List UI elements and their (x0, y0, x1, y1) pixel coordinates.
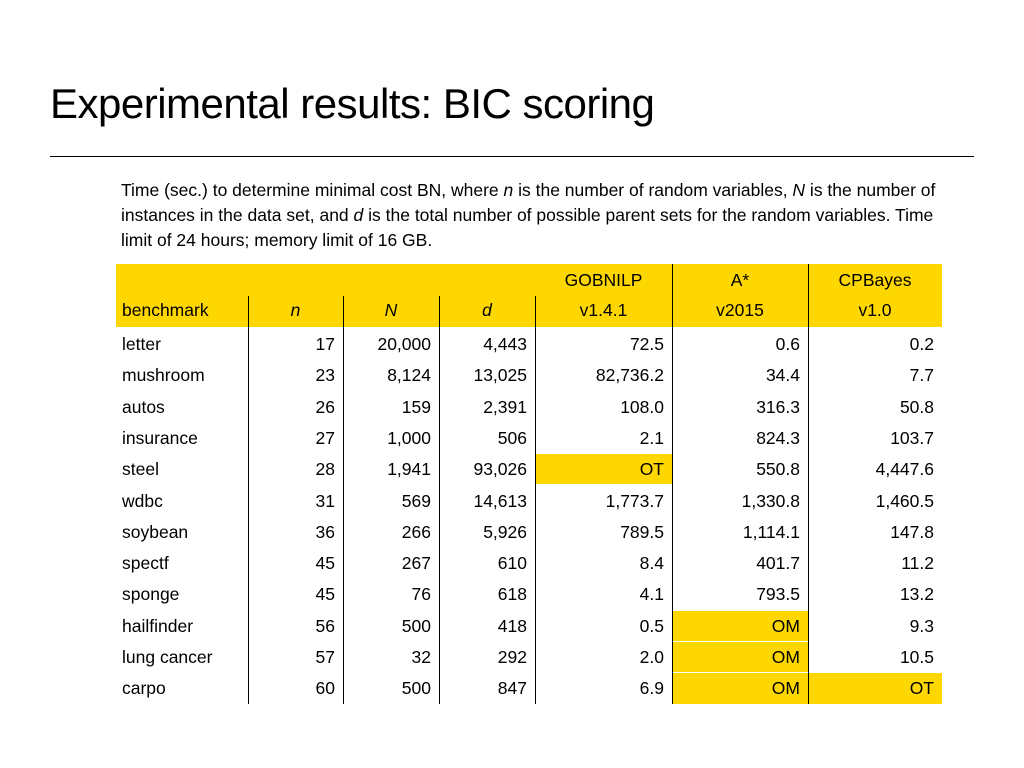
table-cell-N: 266 (401, 521, 431, 542)
table-cell-gobnilp: 82,736.2 (595, 365, 664, 386)
table-cell-gobnilp: 108.0 (620, 396, 664, 417)
table-cell-d: 418 (497, 615, 527, 636)
table-cell-cpbayes: 50.8 (899, 396, 934, 417)
table-cell-gobnilp: 2.1 (639, 427, 664, 448)
header-astar-version: v2015 (716, 300, 764, 320)
table-cell-cpbayes: 13.2 (899, 584, 934, 605)
table-cell-d: 5,926 (483, 521, 527, 542)
table-cell-n: 17 (315, 334, 335, 354)
table-cell-N: 20,000 (377, 334, 431, 354)
table-cell-cpbayes: 147.8 (890, 521, 934, 542)
table-cell-n: 26 (315, 396, 335, 417)
table-cell-benchmark: mushroom (122, 365, 205, 386)
table-cell-benchmark: steel (122, 459, 159, 480)
table-cell-cpbayes: 0.2 (909, 334, 934, 354)
table-cell-n: 57 (315, 647, 335, 667)
header-astar-name: A* (730, 270, 750, 290)
table-cell-d: 2,391 (483, 396, 527, 417)
table-cell-cpbayes: OT (909, 678, 934, 699)
table-cell-d: 618 (497, 584, 527, 605)
table-cell-n: 27 (315, 427, 335, 448)
table-cell-N: 500 (401, 678, 431, 699)
table-cell-gobnilp: 8.4 (639, 553, 664, 574)
table-cell-d: 93,026 (473, 459, 527, 480)
table-cell-benchmark: soybean (122, 521, 189, 542)
table-cell-benchmark: wdbc (122, 490, 163, 511)
header-n: n (290, 300, 301, 320)
table-cell-astar: 824.3 (756, 427, 800, 448)
column-divider (808, 264, 809, 704)
table-cell-N: 76 (411, 584, 431, 605)
table-cell-N: 1,000 (387, 427, 431, 448)
header-N: N (384, 300, 398, 320)
table-cell-benchmark: autos (122, 396, 165, 417)
table-cell-N: 8,124 (387, 365, 431, 386)
table-cell-d: 14,613 (473, 490, 527, 511)
table-cell-d: 847 (497, 678, 527, 699)
header-d: d (482, 300, 492, 320)
caption-text-4: is the total number of possible parent sets for the random variables. Time limit of 24 hours; memory limit of 16 GB. (121, 205, 934, 250)
table-cell-cpbayes: 4,447.6 (875, 459, 934, 480)
table-cell-N: 500 (401, 615, 431, 636)
table-cell-gobnilp: 72.5 (629, 334, 664, 354)
caption-var-N: N (792, 180, 806, 200)
table-cell-cpbayes: 7.7 (909, 365, 934, 386)
table-cell-n: 45 (315, 584, 335, 605)
header-gobnilp-name: GOBNILP (564, 270, 643, 290)
title-divider (50, 156, 974, 157)
table-cell-benchmark: lung cancer (122, 647, 213, 667)
table-cell-N: 569 (401, 490, 431, 511)
table-cell-d: 4,443 (483, 334, 527, 354)
table-cell-benchmark: hailfinder (122, 615, 194, 636)
header-cpbayes-name: CPBayes (838, 270, 912, 290)
table-cell-cpbayes: 9.3 (909, 615, 934, 636)
table-cell-gobnilp: 6.9 (639, 678, 664, 699)
table-cell-N: 267 (401, 553, 431, 574)
header-gobnilp-version: v1.4.1 (579, 300, 628, 320)
table-cell-d: 13,025 (473, 365, 527, 386)
table-cell-n: 45 (315, 553, 335, 574)
caption-text-3: is the number of instances in the data set, and (121, 180, 936, 225)
table-cell-benchmark: spectf (122, 553, 169, 574)
table-cell-d: 610 (497, 553, 527, 574)
table-cell-astar: OM (771, 678, 800, 699)
table-cell-gobnilp: 0.5 (639, 615, 664, 636)
table-cell-d: 292 (497, 647, 527, 667)
table-cell-benchmark: carpo (122, 678, 166, 699)
table-cell-astar: 401.7 (756, 553, 800, 574)
table-cell-gobnilp: 1,773.7 (605, 490, 664, 511)
table-cell-astar: 550.8 (756, 459, 800, 480)
table-cell-n: 28 (315, 459, 335, 480)
table-cell-n: 23 (315, 365, 335, 386)
table-cell-astar: 793.5 (756, 584, 800, 605)
table-caption (121, 178, 951, 253)
table-cell-astar: 1,330.8 (741, 490, 800, 511)
table-cell-N: 159 (401, 396, 431, 417)
table-cell-benchmark: sponge (122, 584, 180, 605)
table-cell-astar: OM (771, 647, 800, 667)
table-cell-astar: 1,114.1 (742, 521, 800, 542)
table-cell-n: 31 (315, 490, 335, 511)
table-cell-gobnilp: 789.5 (620, 521, 664, 542)
table-cell-N: 32 (411, 647, 431, 667)
slide-title: Experimental results: BIC scoring (50, 80, 655, 127)
header-cpbayes-version: v1.0 (858, 300, 892, 320)
table-cell-astar: 34.4 (765, 365, 800, 386)
caption-text-2: is the number of random variables, (513, 180, 793, 200)
table-cell-n: 60 (315, 678, 335, 699)
caption-text-1: Time (sec.) to determine minimal cost BN, where (121, 180, 504, 200)
caption-var-n: n (503, 180, 514, 200)
table-cell-benchmark: letter (122, 334, 161, 354)
table-cell-cpbayes: 11.2 (901, 553, 934, 574)
table-cell-astar: 0.6 (775, 334, 800, 354)
table-cell-gobnilp: OT (639, 459, 664, 480)
table-cell-astar: OM (771, 615, 800, 636)
table-cell-N: 1,941 (387, 459, 431, 480)
table-cell-n: 36 (315, 521, 335, 542)
table-cell-gobnilp: 2.0 (639, 647, 664, 667)
header-benchmark: benchmark (122, 300, 209, 320)
table-cell-n: 56 (315, 615, 335, 636)
table-cell-cpbayes: 103.7 (890, 427, 934, 448)
table-cell-gobnilp: 4.1 (639, 584, 664, 605)
table-cell-d: 506 (497, 427, 527, 448)
table-cell-cpbayes: 10.5 (899, 647, 934, 667)
caption-var-d: d (353, 205, 364, 225)
table-cell-cpbayes: 1,460.5 (875, 490, 934, 511)
table-cell-astar: 316.3 (756, 396, 800, 417)
table-cell-benchmark: insurance (122, 427, 198, 448)
